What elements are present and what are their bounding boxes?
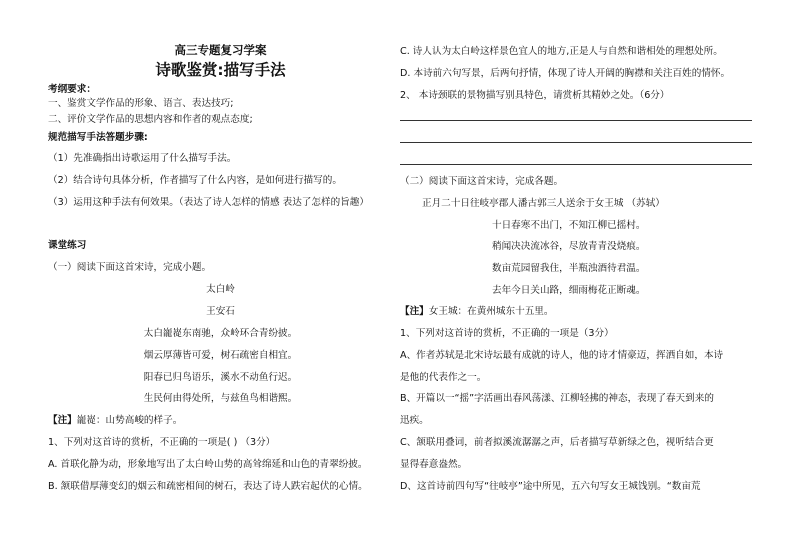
note-text: 女王城：在黄州城东十五里。 (428, 306, 554, 317)
answer-line (400, 142, 752, 143)
practice-heading: 课堂练习 (48, 240, 87, 251)
poem-note (400, 306, 554, 318)
note-text: 巃嵸：山势高峻的样子。 (76, 415, 183, 426)
poem-line: 数亩荒园留我住，半瓶浊酒待君温。 (492, 263, 646, 274)
poem-title: 太白岭 (206, 284, 235, 295)
part-intro: （一）阅读下面这首宋诗，完成小题。 (48, 262, 212, 273)
poem-line: 稍闻决决流冰谷，尽放青青没烧痕。 (492, 241, 646, 252)
note-label: 【注】 (400, 306, 429, 317)
option-a: A. 首联化静为动，形象地写出了太白岭山势的高耸绵延和山色的青翠纷披。 (48, 459, 368, 470)
poem-line: 生民何由得处所，与兹鱼鸟相谐熙。 (143, 393, 298, 404)
question: 1、下列对这首诗的赏析，不正确的一项是( ) （3分） (48, 437, 276, 448)
option-b-cont: 迅疾。 (400, 415, 429, 426)
step-item: （1）先准确指出诗歌运用了什么描写手法。 (48, 153, 237, 164)
option-a: A、作者苏轼是北宋诗坛最有成就的诗人，他的诗才情豪迈，挥洒自如，本诗 (400, 350, 724, 361)
note-label: 【注】 (48, 415, 77, 426)
step-item: （2）结合诗句具体分析，作者描写了什么内容，是如何进行描写的。 (48, 175, 342, 186)
poem-title: 正月二十日往岐亭郡人潘古郭三人送余于女王城 （苏轼） (422, 198, 665, 209)
steps-heading: 规范描写手法答题步骤: (48, 132, 148, 143)
option-d: D、这首诗前四句写“往岐亭”途中所见，五六句写女王城饯别。“数亩荒 (400, 481, 701, 492)
step-item: （3）运用这种手法有何效果。（表达了诗人怎样的情感 表达了怎样的旨趣） (48, 197, 369, 208)
requirement-item: 二、评价文学作品的思想内容和作者的观点态度; (48, 114, 253, 125)
page-title: 诗歌鉴赏:描写手法 (155, 61, 286, 79)
option-d: D. 本诗前六句写景，后两句抒情，体现了诗人开阔的胸襟和关注百姓的情怀。 (400, 68, 731, 79)
option-c: C. 诗人认为太白岭这样景色宜人的地方,正是人与自然和谐相处的理想处所。 (400, 46, 723, 57)
answer-line (400, 164, 752, 165)
subtitle: 高三专题复习学案 (174, 43, 267, 57)
poem-note (48, 415, 182, 427)
requirement-item: 一、鉴赏文学作品的形象、语言、表达技巧; (48, 98, 234, 109)
option-b: B、开篇以一“摇”字活画出春风荡漾、江柳轻拂的神态，表现了春天到来的 (400, 393, 714, 404)
poem-author: 王安石 (206, 306, 235, 317)
requirements-heading: 考纲要求： (48, 84, 96, 95)
option-c: C、颔联用叠词，前者拟溪流潺潺之声，后者描写草新绿之色，视听结合更 (400, 437, 714, 448)
question: 2、 本诗颈联的景物描写别具特色，请赏析其精妙之处。（6分） (400, 90, 670, 101)
answer-line (400, 120, 752, 121)
poem-line: 去年今日关山路，细雨梅花正断魂。 (492, 285, 646, 296)
poem-line: 十日春寒不出门，不知江柳已摇村。 (492, 220, 646, 231)
poem-line: 烟云厚薄皆可爱，树石疏密自相宜。 (143, 350, 298, 361)
poem-line: 太白巃嵸东南驰，众岭环合青纷披。 (143, 328, 298, 339)
poem-line: 阳春已归鸟语乐，溪水不动鱼行迟。 (143, 372, 298, 383)
part-intro: （二）阅读下面这首宋诗，完成各题。 (400, 176, 564, 187)
question: 1、下列对这首诗的赏析，不正确的一项是（3分） (400, 328, 614, 339)
option-a-cont: 是他的代表作之一。 (400, 372, 487, 383)
option-b: B. 颔联借厚薄变幻的烟云和疏密相间的树石，表达了诗人跌宕起伏的心情。 (48, 481, 368, 492)
option-c-cont: 显得春意盎然。 (400, 459, 468, 470)
